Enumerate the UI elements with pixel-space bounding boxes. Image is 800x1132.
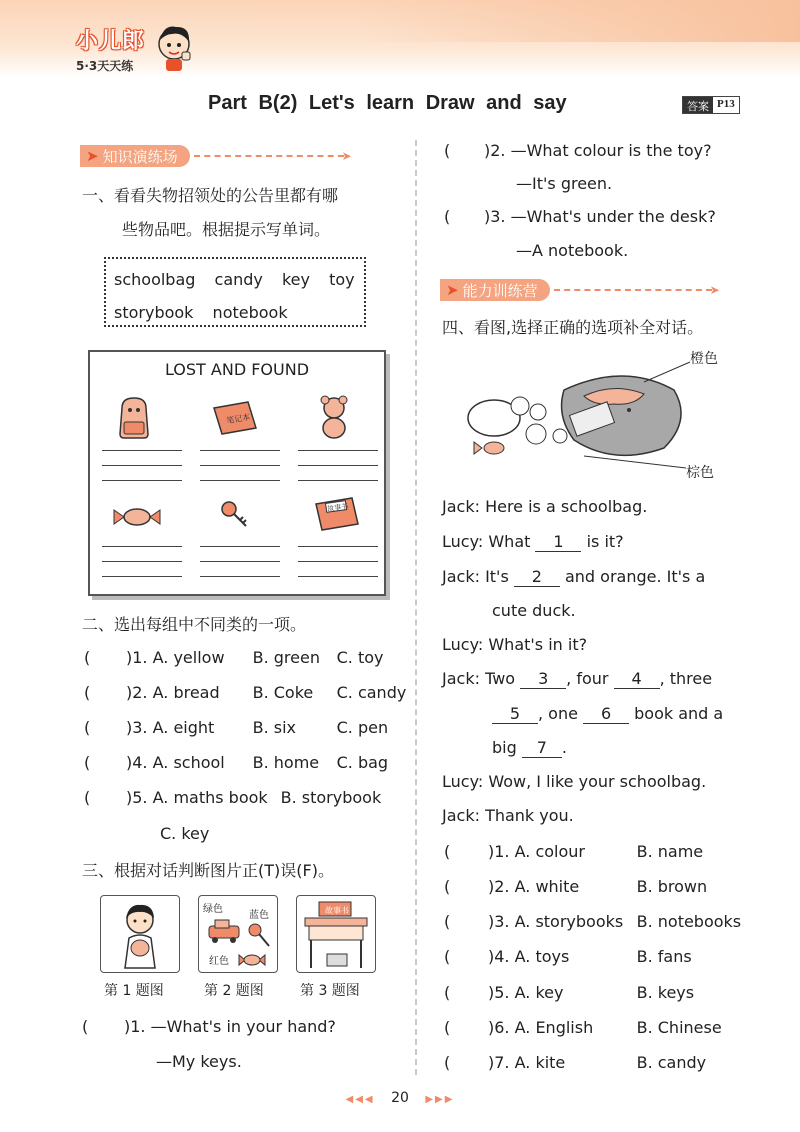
option-b: B. green [252,648,320,667]
label-red: 红色 [209,956,229,967]
arrow-icon: ➤ [709,283,720,297]
item-number: )3. [488,912,510,931]
mascot-icon [152,22,196,72]
q3-item-3[interactable] [444,207,716,226]
q3-title: 三、根据对话判断图片正(T)误(F)。 [82,861,334,880]
option-c: C. pen [336,718,389,737]
answer-paren[interactable]: ( [84,788,91,807]
dialogue-line-3 [442,567,705,587]
q2-row-4[interactable] [84,753,388,772]
notebook-icon [210,400,260,438]
dialogue-text: big [492,738,517,757]
girl-holding-toy-icon [101,896,179,972]
dialogue-line-6 [442,669,712,689]
option-b: B. Coke [252,683,314,702]
word-bank-item: key [281,270,310,289]
key-icon [220,500,250,530]
answer-paren[interactable]: ( [84,683,91,702]
q3-item-2[interactable] [444,141,712,160]
option-b: B. six [252,718,297,737]
q2-row-5-c [160,824,209,843]
q2-title: 二、选出每组中不同类的一项。 [82,615,307,634]
q3-item-3-question: )3. —What's under the desk? [484,207,716,226]
next-arrows-icon: ▶▶▶ [425,1094,455,1105]
blank-2[interactable]: 2 [514,567,560,587]
answer-lines[interactable] [200,532,280,577]
q4-option-6[interactable] [444,1018,722,1037]
q4-option-3[interactable] [444,912,741,931]
dialogue-line-7 [492,704,723,724]
answer-paren[interactable]: ( [444,842,451,861]
label-orange: 橙色 [690,351,718,367]
item-number: )5. [126,788,148,807]
arrow-icon: ➤ [341,149,352,163]
q4-option-1[interactable] [444,842,703,861]
dialogue-line-8 [492,738,567,758]
q4-title: 四、看图,选择正确的选项补全对话。 [442,318,704,337]
answer-paren[interactable]: ( [84,753,91,772]
word-bank-item: storybook [114,303,194,322]
option-a: A. colour [514,842,585,861]
blank-5[interactable]: 5 [492,704,538,724]
lost-and-found-board [88,350,386,596]
dialogue-text: , three [659,669,713,688]
option-c: C. toy [336,648,384,667]
answer-paren[interactable]: ( [444,1053,451,1072]
dialogue-text: and orange. It's a [564,567,706,586]
dialogue-line-4: cute duck. [492,601,576,620]
board-title: LOST AND FOUND [164,360,310,379]
page-title: Part B(2) Let's learn Draw and say [208,92,567,114]
label-blue: 蓝色 [249,910,269,921]
option-a: A. storybooks [514,912,624,931]
answer-paren[interactable]: ( [444,877,451,896]
dialogue-text: Lucy: What [442,532,531,551]
word-bank [104,257,366,327]
q4-option-4[interactable] [444,947,692,966]
section-banner-2 [440,279,720,301]
q1-title-line1: 一、看看失物招领处的公告里都有哪 [82,186,339,205]
option-a: A. kite [514,1053,566,1072]
option-a: A. white [514,877,580,896]
word-bank-item: toy [329,270,355,289]
answer-paren[interactable]: ( [84,718,91,737]
dialogue-text: Jack: It's [442,567,509,586]
column-divider [415,140,417,1075]
answer-page: P13 [717,98,735,110]
q2-row-5[interactable] [84,788,381,807]
caption-2: 第 2 题图 [204,983,264,999]
option-b: B. Chinese [636,1018,722,1037]
dialogue-text: , one [538,704,578,723]
dialogue-text: , four [566,669,609,688]
answer-ref[interactable] [682,96,740,114]
q3-item-1[interactable] [82,1017,336,1036]
dialogue-line-5: Lucy: What's in it? [442,635,588,654]
keys-icon [247,922,273,950]
word-bank-item: candy [214,270,263,289]
q3-picture-1 [100,895,180,973]
q3-item-1-answer: —My keys. [156,1052,242,1071]
candy-icon [112,504,162,530]
option-a: A. eight [152,718,215,737]
banner-2-label: 能力训练营 [462,281,538,300]
q4-option-2[interactable] [444,877,707,896]
answer-lines[interactable] [298,436,378,481]
option-c: C. key [160,824,210,843]
dialogue-line-10: Jack: Thank you. [442,806,574,825]
item-number: )3. [126,718,148,737]
duck-schoolbag-illustration [464,360,694,470]
item-number: )5. [488,983,510,1002]
schoolbag-icon [114,394,154,440]
answer-paren[interactable]: ( [84,648,91,667]
dialogue-text: book and a [634,704,724,723]
brand-logo [76,24,145,74]
top-band-accent [360,0,800,42]
storybook-label: 故事书 [326,502,349,514]
page-footer [0,1090,800,1106]
q3-item-2-answer: —It's green. [516,174,613,193]
option-c: C. candy [336,683,407,702]
q2-row-1[interactable] [84,648,383,667]
brand-sub: 5·3天天练 [76,59,134,73]
blank-6[interactable]: 6 [583,704,629,724]
answer-lines[interactable] [200,436,280,481]
brand-main: 小儿郎 [76,29,146,54]
option-b: B. candy [636,1053,707,1072]
label-brown: 棕色 [686,465,714,481]
answer-lines[interactable] [298,532,378,577]
option-a: A. key [514,983,564,1002]
label-green: 绿色 [203,904,223,915]
item-number: )2. [126,683,148,702]
answer-paren[interactable]: ( [444,1018,451,1037]
dialogue-line-2 [442,532,624,552]
q3-picture-3 [296,895,376,973]
dialogue-line-9: Lucy: Wow, I like your schoolbag. [442,772,707,791]
banner-mark-icon: ➤ [86,147,99,165]
q2-row-2[interactable] [84,683,406,702]
option-a: A. school [152,753,225,772]
q3-picture-2 [198,895,278,973]
option-b: B. storybook [280,788,382,807]
teddy-bear-icon [314,394,354,440]
answer-paren[interactable]: ( [444,912,451,931]
dialogue-text: Jack: Two [442,669,516,688]
desk-icon [297,896,375,972]
q4-option-5[interactable] [444,983,694,1002]
item-number: )7. [488,1053,510,1072]
banner-1-label: 知识演练场 [102,147,178,166]
answer-paren[interactable]: ( [444,207,451,226]
item-number: )6. [488,1018,510,1037]
prev-arrows-icon: ◀◀◀ [345,1094,375,1105]
caption-3: 第 3 题图 [300,983,360,999]
answer-paren[interactable]: ( [82,1017,89,1036]
word-bank-item: schoolbag [114,270,196,289]
item-number: )4. [488,947,510,966]
section-banner-1 [80,145,352,167]
option-a: A. toys [514,947,570,966]
dialogue-text: is it? [586,532,624,551]
option-b: B. name [636,842,704,861]
option-b: B. notebooks [636,912,742,931]
pic3-storybook-label: 故事书 [325,906,349,915]
banner-mark-icon: ➤ [446,281,459,299]
answer-paren[interactable]: ( [444,141,451,160]
option-b: B. keys [636,983,695,1002]
blank-4[interactable]: 4 [614,669,660,689]
option-a: A. bread [152,683,220,702]
blank-1[interactable]: 1 [535,532,581,552]
q3-item-2-question: )2. —What colour is the toy? [484,141,712,160]
answer-paren[interactable]: ( [444,947,451,966]
dialogue-text: . [561,738,567,757]
q1-title-line2: 些物品吧。根据提示写单词。 [122,220,331,239]
word-bank-item: notebook [212,303,288,322]
toy-car-icon [205,916,245,944]
answer-label: 答案 [683,97,713,113]
q2-row-3[interactable] [84,718,388,737]
answer-lines[interactable] [102,436,182,481]
candy-icon [237,952,267,968]
answer-paren[interactable]: ( [444,983,451,1002]
page-number: 20 [391,1090,409,1106]
notebook-label: 笔记本 [225,412,251,426]
option-b: B. home [252,753,320,772]
option-a: A. maths book [152,788,268,807]
option-a: A. English [514,1018,594,1037]
item-number: )2. [488,877,510,896]
item-number: )4. [126,753,148,772]
option-a: A. yellow [152,648,225,667]
q3-item-1-question: )1. —What's in your hand? [124,1017,336,1036]
blank-7[interactable]: 7 [522,738,562,758]
option-c: C. bag [336,753,389,772]
item-number: )1. [126,648,148,667]
storybook-icon [312,494,362,532]
dialogue-line-1: Jack: Here is a schoolbag. [442,497,648,516]
blank-3[interactable]: 3 [520,669,566,689]
option-b: B. brown [636,877,708,896]
option-b: B. fans [636,947,692,966]
answer-lines[interactable] [102,532,182,577]
q3-item-3-answer: —A notebook. [516,241,629,260]
caption-1: 第 1 题图 [104,983,164,999]
item-number: )1. [488,842,510,861]
q4-option-7[interactable] [444,1053,706,1072]
